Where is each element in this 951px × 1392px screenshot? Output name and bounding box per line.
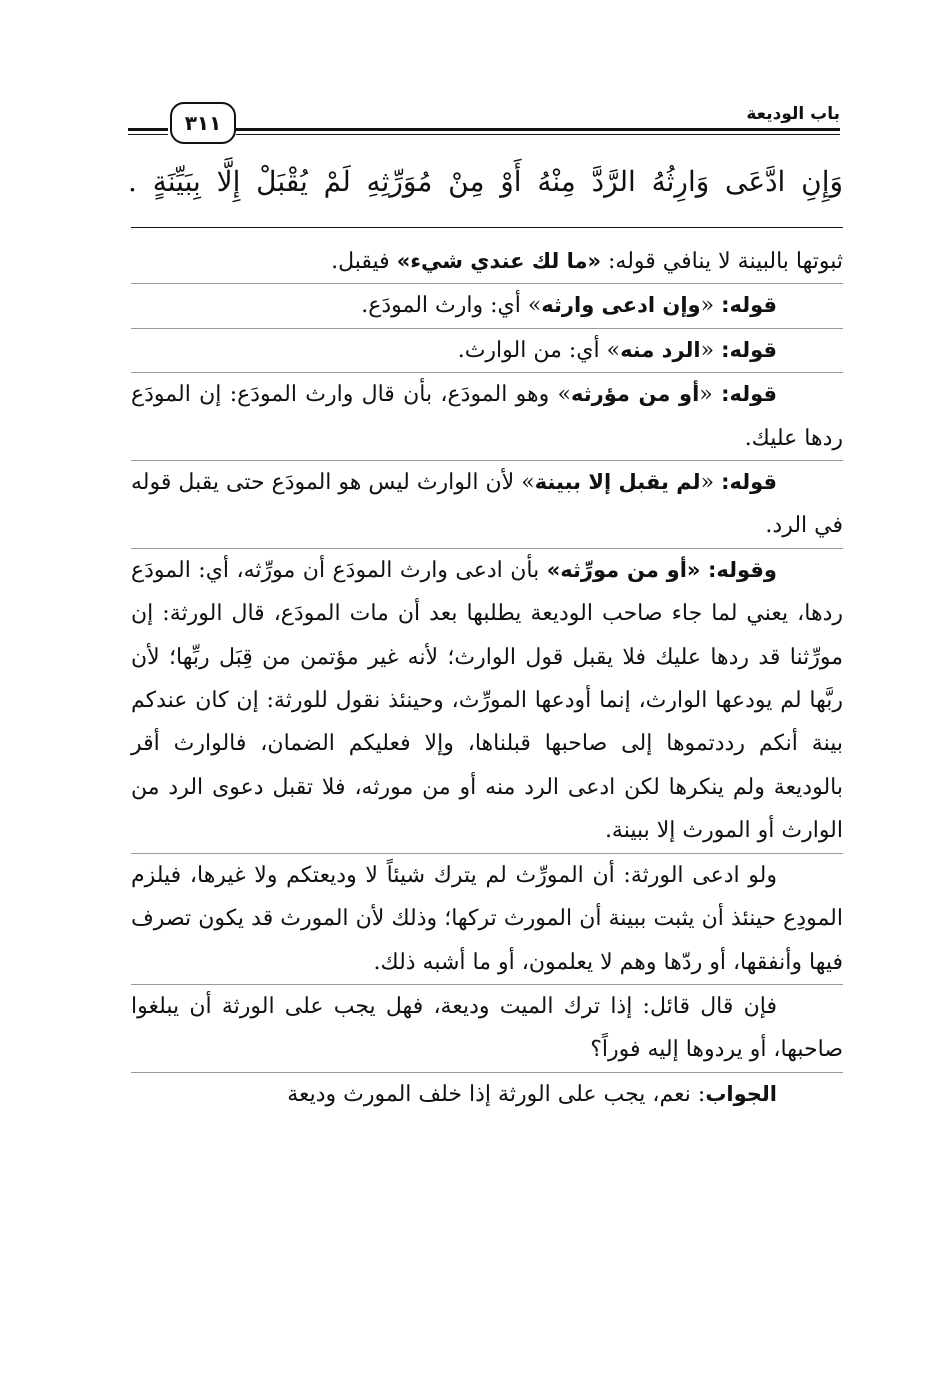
matn-divider: [131, 227, 843, 228]
page-header: [128, 98, 840, 146]
paragraph: [131, 373, 843, 460]
qawluhu-label: قوله:: [721, 470, 777, 495]
header-rule-left: [128, 128, 168, 135]
paragraph: [131, 461, 843, 548]
commentary-body: [131, 240, 843, 1116]
quoted-phrase: وإن ادعى وارثه: [541, 293, 701, 318]
quoted-phrase: الرد منه: [620, 337, 701, 362]
paragraph: فإن قال قائل: إذا ترك الميت وديعة، فهل يجب على الورثة أن يبلغوا صاحبها، أو يردوها إليه فوراً؟: [131, 993, 843, 1063]
text-run: » لأن الوارث ليس هو المودَع حتى يقبل قوله في الرد.: [131, 470, 843, 539]
text-run: » أي: من الوارث.: [457, 337, 621, 363]
text-run: «: [699, 382, 722, 408]
chapter-title: باب الوديعة: [746, 104, 840, 124]
paragraph: ولو ادعى الورثة: أن المورِّث لم يترك شيئاً لا وديعتكم ولا غيرها، فيلزم المودِع حينئذ أن يثبت ببينة أن المورث تركها؛ وذلك لأن المورث قد يكون تصرف فيها وأنفقها، أو ردّها وهم لا يعلمون، أو ما أشبه ذلك.: [131, 862, 843, 975]
text-run: «: [700, 470, 722, 496]
qawluhu-label: وقوله:: [707, 557, 777, 582]
text-run: بأن ادعى وارث المودَع أن مورِّثه، أي: المودَع ردها، يعني لما جاء صاحب الوديعة يطلبها بعد أن مات المودَع، قال الورثة: إن مورِّثنا قد ردها عليك فلا يقبل قول الوارث؛ لأنه غير مؤتمن من قِبَل ربِّها؛ لأن ربَّها لم يودعها الوارث، إنما أودعها المورِّث، وحينئذ نقول للورثة: إن كان عندكم بينة أنكم رددتموها إلى صاحبها قبلناها، وإلا فعليكم الضمان، فالوارث أقر بالوديعة ولم ينكرها لكن ادعى الرد منه أو من مورثه، فلا تقبل دعوى الرد من الوارث أو المورث إلا ببينة.: [131, 557, 843, 844]
page-number: ٣١١: [170, 102, 236, 144]
qawluhu-label: قوله:: [721, 337, 777, 362]
paragraph: [131, 240, 843, 283]
text-run: «: [700, 293, 722, 319]
paragraph: [131, 1073, 843, 1116]
matn-text: وَإِنِ ادَّعَى وَارِثُهُ الرَّدَّ مِنْهُ أَوْ مِنْ مُوَرِّثِهِ لَمْ يُقْبَلْ إِلَّا بِبَيِّنَةٍ .: [128, 165, 843, 198]
quoted-phrase: لم يقبل إلا ببينة: [534, 470, 701, 495]
qawluhu-label: قوله:: [721, 293, 777, 318]
header-rule-right: [236, 128, 840, 135]
text-run: «: [700, 337, 722, 363]
text-run: » وهو المودَع، بأن قال وارث المودَع: إن المودَع ردها عليك.: [131, 382, 843, 451]
text-run: فيقبل.: [331, 249, 397, 274]
qawluhu-label: قوله:: [721, 382, 777, 407]
text-run: ثبوتها بالبينة لا ينافي قوله:: [601, 249, 843, 274]
text-run: : نعم، يجب على الورثة إذا خلف المورث وديعة: [287, 1081, 706, 1107]
text-run: [701, 558, 708, 583]
quoted-phrase: «ما لك عندي شيء»: [396, 249, 602, 273]
text-run: » أي: وارث المودَع.: [361, 293, 542, 319]
quoted-phrase: «أو من مورِّثه»: [546, 557, 701, 582]
paragraph: [131, 549, 843, 853]
paragraph: [131, 329, 843, 372]
answer-label: الجواب: [705, 1081, 777, 1106]
paragraph: [131, 284, 843, 327]
quoted-phrase: أو من مؤرثه: [571, 382, 700, 407]
